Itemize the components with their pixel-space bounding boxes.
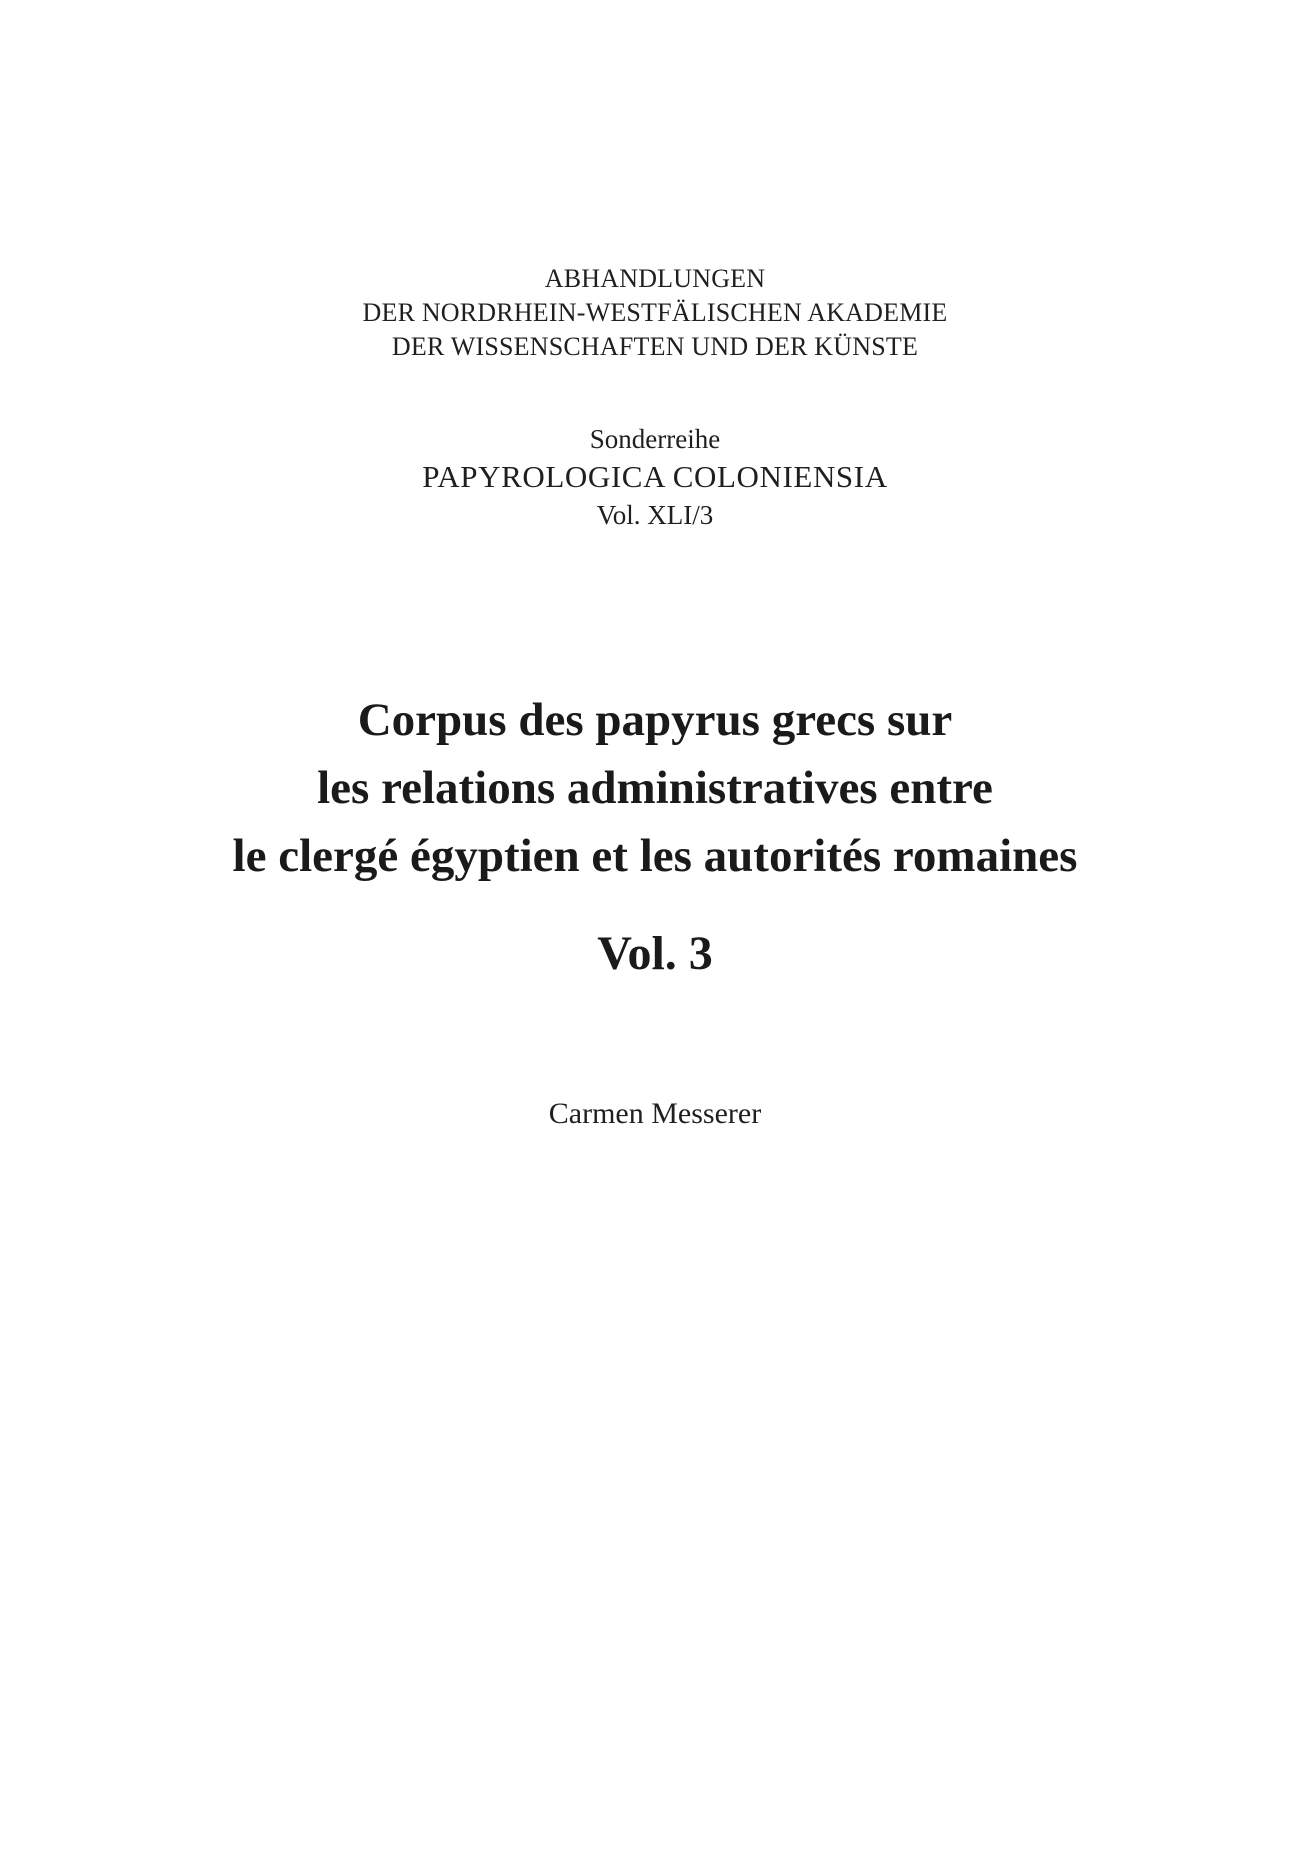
subseries-label: Sonderreihe xyxy=(589,424,721,454)
subseries-volume: Vol. XLI/3 xyxy=(596,500,714,530)
book-title xyxy=(0,686,1310,890)
series-line-1: ABHANDLUNGEN xyxy=(544,264,766,293)
author-name: Carmen Messerer xyxy=(548,1097,762,1130)
title-line-3: le clergé égyptien et les autorités romaines xyxy=(232,830,1078,882)
series-line-2: DER NORDRHEIN-WESTFÄLISCHEN AKADEMIE xyxy=(362,298,948,327)
series-line-3: DER WISSENSCHAFTEN UND DER KÜNSTE xyxy=(391,332,919,361)
title-line-2: les relations administratives entre xyxy=(317,762,993,814)
subseries-name: PAPYROLOGICA COLONIENSIA xyxy=(422,459,888,494)
series-heading xyxy=(0,262,1310,364)
title-line-1: Corpus des papyrus grecs sur xyxy=(357,694,953,746)
subseries-heading xyxy=(0,420,1310,534)
volume-number: Vol. 3 xyxy=(597,927,713,980)
